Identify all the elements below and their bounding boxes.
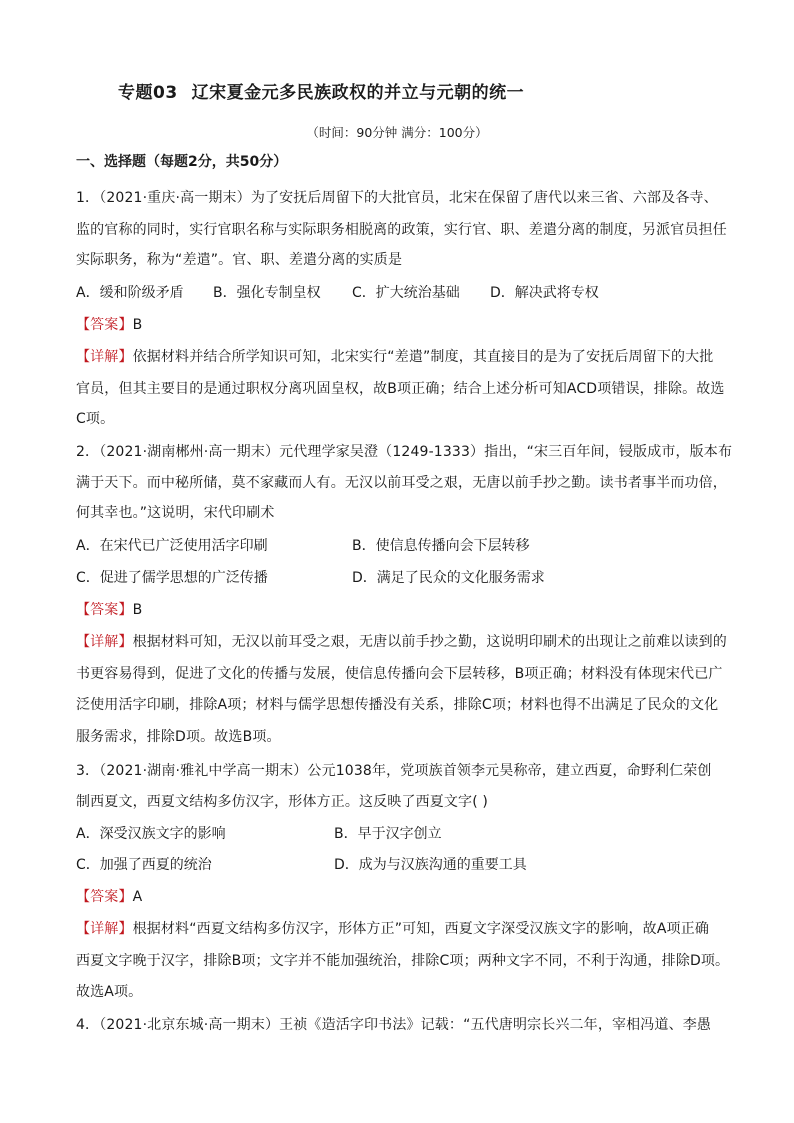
q3-option-c: C．加强了西夏的统治 [76,857,212,873]
q2-option-a: A．在宋代已广泛使用活字印刷 [76,538,268,554]
title-main: 辽宋夏金元多民族政权的并立与元朝的统一 [191,83,525,103]
q4-stem-line: 4．（2021·北京东城·高一期末）王祯《造活字印书法》记载：“五代唐明宗长兴二年，宰相冯道、李愚 [76,1017,712,1033]
q1-stem-line: 监的官称的同时，实行官职名称与实际职务相脱离的政策，实行官、职、差遣分离的制度，另派官员担任 [76,222,727,238]
q3-detail-line [76,918,709,938]
answer-value: A [132,889,143,905]
q1-option-a: A．缓和阶级矛盾 [76,285,184,301]
answer-tag: 【答案】 [76,602,133,618]
q2-detail-line: 服务需求，排除D项。故选B项。 [76,729,281,745]
q2-detail-line [76,631,727,651]
q3-option-b: B．早于汉字创立 [334,826,442,842]
q2-stem-line: 何其幸也。”这说明，宋代印刷术 [76,505,275,521]
detail-text: 依据材料并结合所学知识可知，北宋实行“差遣”制度，其直接目的是为了安抚后周留下的大批 [132,349,714,365]
q1-detail-line: 官员，但其主要目的是通过职权分离巩固皇权，故B项正确；结合上述分析可知ACD项错误，排除。故选 [76,381,725,397]
q3-option-a: A．深受汉族文字的影响 [76,826,226,842]
q1-option-c: C．扩大统治基础 [352,285,460,301]
q3-stem-line: 制西夏文，西夏文结构多仿汉字，形体方正。这反映了西夏文字( ) [76,794,489,810]
answer-value: B [132,317,143,333]
q2-option-b: B．使信息传播向会下层转移 [352,538,530,554]
q3-answer [76,886,142,906]
detail-tag: 【详解】 [76,349,133,365]
q3-detail-line: 故选A项。 [76,984,143,1000]
q2-detail-line: 泛使用活字印刷，排除A项；材料与儒学思想传播没有关系，排除C项；材料也得不出满足了民众的文化 [76,697,719,713]
q1-detail-line: C项。 [76,411,115,427]
q1-stem-line: 1．（2021·重庆·高一期末）为了安抚后周留下的大批官员，北宋在保留了唐代以来三省、六部及各寺、 [76,190,718,206]
q3-stem-line: 3．（2021·湖南·雅礼中学高一期末）公元1038年，党项族首领李元昊称帝，建立西夏，命野利仁荣创 [76,763,712,779]
page-title [118,78,524,103]
q2-option-d: D．满足了民众的文化服务需求 [352,570,545,586]
q2-stem-line: 满于天下。而中秘所储，莫不家藏而人有。无汉以前耳受之艰，无唐以前手抄之勤。读书者事半而功倍， [76,475,727,491]
q3-detail-line: 西夏文字晚于汉字，排除B项；文字并不能加强统治，排除C项；两种文字不同，不利于沟通，排除D项。 [76,953,730,969]
answer-tag: 【答案】 [76,889,133,905]
q1-option-d: D．解决武将专权 [490,285,599,301]
q1-stem-line: 实际职务，称为“差遣”。官、职、差遣分离的实质是 [76,252,403,268]
q2-stem-line: 2．（2021·湖南郴州·高一期末）元代理学家吴澄（1249-1333）指出，“宋三百年间，锓版成市，版本布 [76,444,733,460]
q3-option-d: D．成为与汉族沟通的重要工具 [334,857,527,873]
q1-option-b: B．强化专制皇权 [213,285,321,301]
answer-value: B [132,602,143,618]
answer-tag: 【答案】 [76,317,133,333]
exam-info: （时间：90分钟 满分：100分） [306,125,488,140]
q1-answer [76,314,142,334]
detail-tag: 【详解】 [76,921,133,937]
title-prefix: 专题03 [118,83,178,103]
section-heading: 一、选择题（每题2分，共50分） [76,154,288,170]
q1-detail-line [76,346,713,366]
detail-text: 根据材料“西夏文结构多仿汉字，形体方正”可知，西夏文字深受汉族文字的影响，故A项正确 [132,921,709,937]
q2-option-c: C．促进了儒学思想的广泛传播 [76,570,268,586]
q2-detail-line: 书更容易得到，促进了文化的传播与发展，使信息传播向会下层转移，B项正确；材料没有体现宋代已广 [76,666,723,682]
detail-tag: 【详解】 [76,634,133,650]
q2-answer [76,599,142,619]
detail-text: 根据材料可知，无汉以前耳受之艰，无唐以前手抄之勤，这说明印刷术的出现让之前难以读到的 [132,634,727,650]
